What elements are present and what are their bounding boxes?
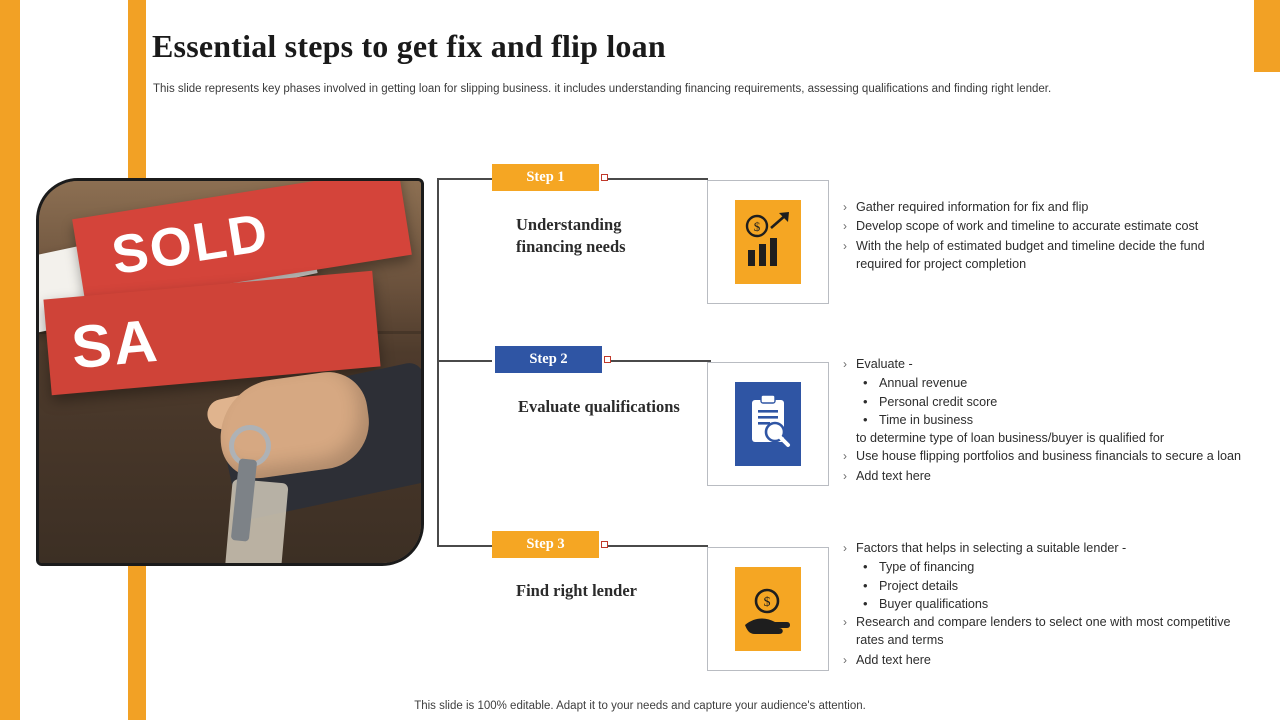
icon-card-1	[707, 180, 829, 304]
page-title: Essential steps to get fix and flip loan	[152, 28, 666, 64]
bullet-dot-icon: •	[863, 393, 868, 409]
bullet-text: Develop scope of work and timeline to accurate estimate cost	[856, 219, 1199, 234]
chevron-right-icon: ›	[843, 200, 847, 214]
chevron-right-icon: ›	[843, 449, 847, 464]
hand-holding-dollar-icon	[735, 567, 801, 651]
left-accent-bar	[0, 0, 20, 720]
connector-step-3	[603, 545, 708, 547]
list-item	[843, 355, 1243, 373]
top-right-accent-bar	[1254, 0, 1280, 72]
connector-branch-1	[437, 178, 492, 180]
list-item	[843, 198, 1243, 216]
connector-branch-2	[437, 360, 492, 362]
icon-card-3	[707, 547, 829, 671]
bullet-list-1	[843, 198, 1243, 274]
list-item	[863, 558, 1243, 576]
bullet-text: Add text here	[856, 652, 931, 667]
chevron-right-icon: ›	[843, 219, 847, 234]
bullet-text: Factors that helps in selecting a suitable lender -	[856, 541, 1127, 555]
footer-note: This slide is 100% editable. Adapt it to your needs and capture your audience's attention.	[414, 700, 866, 712]
chevron-right-icon: ›	[843, 541, 847, 555]
bullet-text: Type of financing	[879, 560, 975, 575]
bullet-text: Evaluate -	[856, 357, 913, 371]
chevron-right-icon: ›	[843, 615, 847, 629]
step-badge-2[interactable]: Step 2	[495, 346, 602, 373]
step-badge-3[interactable]: Step 3	[492, 531, 599, 558]
bullet-text: Research and compare lenders to select one with most competitive rates and terms	[856, 615, 1231, 648]
list-item	[843, 237, 1243, 274]
bullet-text: Personal credit score	[879, 394, 998, 409]
list-item	[843, 467, 1243, 485]
svg-text:$: $	[753, 219, 761, 234]
connector-node-1	[601, 174, 608, 181]
bullet-dot-icon: •	[863, 595, 868, 611]
bullet-text: Add text here	[856, 468, 931, 483]
step-label-1: Understanding financing needs	[516, 215, 626, 257]
icon-card-2	[707, 362, 829, 486]
connector-node-2	[604, 356, 611, 363]
bullet-text: With the help of estimated budget and timeline decide the fund required for project completion	[856, 238, 1205, 271]
list-item	[843, 613, 1243, 650]
list-item: to determine type of loan business/buyer is qualified for	[856, 431, 1165, 445]
list-item	[863, 374, 1243, 392]
chevron-right-icon: ›	[843, 468, 847, 483]
sold-sign-bottom-text: SA	[68, 306, 162, 382]
bullet-dot-icon: •	[863, 375, 868, 391]
chevron-right-icon: ›	[843, 652, 847, 667]
clipboard-search-icon	[735, 382, 801, 466]
bullet-text: Time in business	[879, 412, 974, 427]
connector-trunk	[437, 178, 439, 546]
chevron-right-icon: ›	[843, 238, 847, 253]
svg-text:$: $	[763, 595, 771, 610]
bullet-list-2	[843, 355, 1243, 486]
bullet-text: Project details	[879, 578, 959, 593]
connector-step-2	[606, 360, 711, 362]
connector-node-3	[601, 541, 608, 548]
growth-chart-dollar-icon	[735, 200, 801, 284]
bullet-list-3	[843, 539, 1243, 670]
list-item	[843, 217, 1243, 235]
connector-branch-3	[437, 545, 492, 547]
connector-step-1	[603, 178, 708, 180]
bullet-dot-icon: •	[863, 577, 868, 593]
list-item	[863, 393, 1243, 411]
list-item	[863, 411, 1243, 429]
list-item	[843, 539, 1243, 557]
page-subtitle: This slide represents key phases involved in getting loan for slipping business. it includes understanding financing requirements, assessing qualifications and finding right lender.	[153, 83, 1052, 95]
bullet-text: Annual revenue	[879, 376, 968, 391]
list-item	[843, 651, 1243, 669]
list-item	[863, 577, 1243, 595]
step-badge-1[interactable]: Step 1	[492, 164, 599, 191]
bullet-text: Buyer qualifications	[879, 596, 989, 611]
sold-sign-top-text: SOLD	[107, 202, 274, 287]
step-label-3: Find right lender	[516, 581, 638, 600]
chevron-right-icon: ›	[843, 357, 847, 371]
bullet-text: Gather required information for fix and flip	[856, 200, 1089, 214]
list-item	[863, 595, 1243, 613]
list-item	[843, 447, 1243, 465]
bullet-text: Use house flipping portfolios and business financials to secure a loan	[856, 449, 1242, 464]
bullet-dot-icon: •	[863, 411, 868, 427]
bullet-dot-icon: •	[863, 559, 868, 575]
step-label-2: Evaluate qualifications	[518, 397, 680, 416]
hero-image	[36, 178, 424, 566]
